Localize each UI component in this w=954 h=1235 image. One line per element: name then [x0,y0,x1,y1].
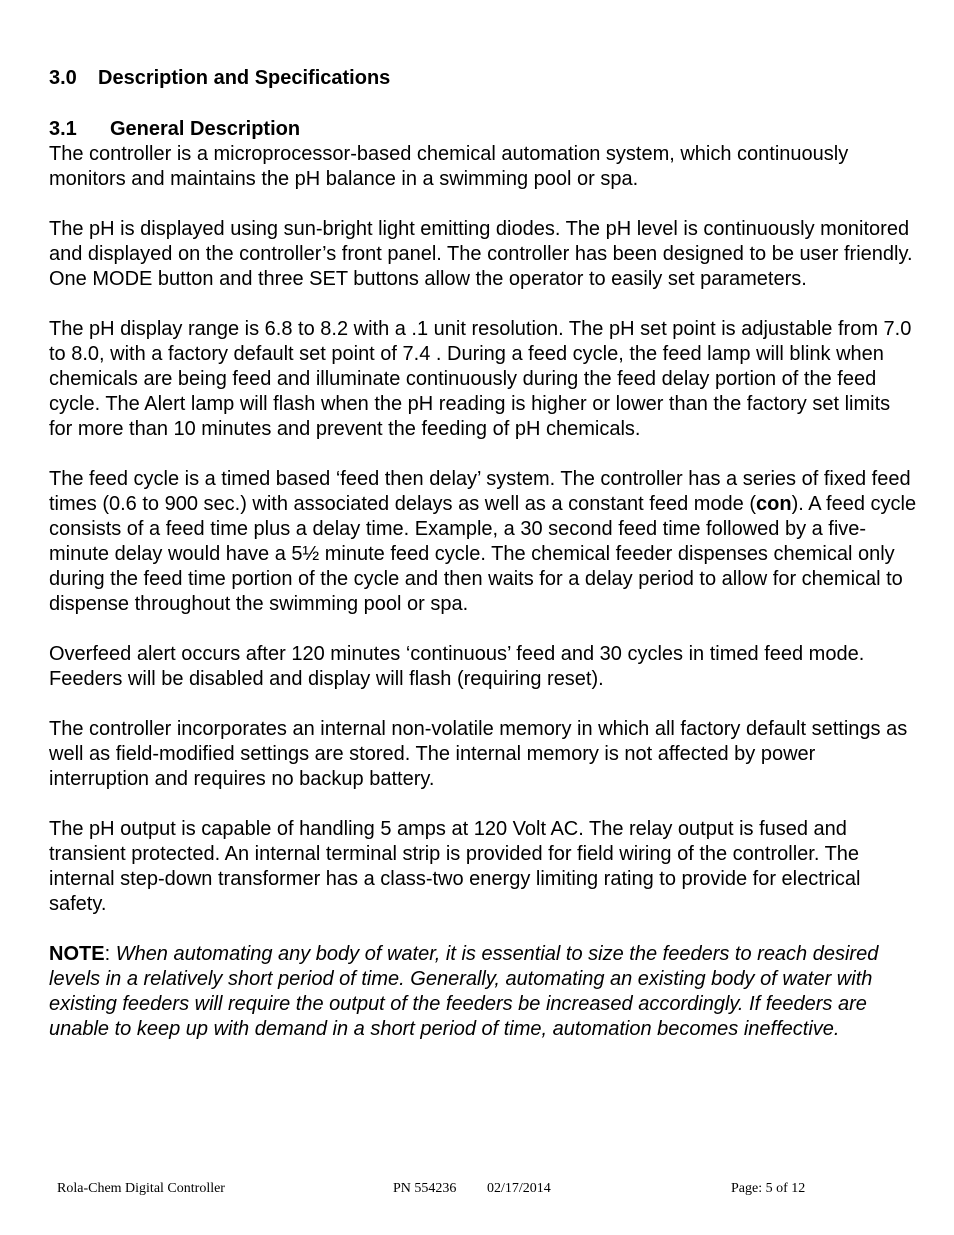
subsection-number: 3.1 [49,118,77,140]
subsection-title: General Description [110,118,301,140]
feed-text-after: ). A feed cycle consists of a feed time plus a delay time. Example, a 30 second feed time followed by a five-minute delay would have a 5½ minute feed cycle. The chemical feeder dispenses chemical only during the feed time portion of the cycle and then waits for a delay period to allow for chemical to dispense throughout the swimming pool or spa. [49,493,917,615]
section-title: Description and Specifications [98,67,391,89]
paragraph-feed-cycle [49,467,919,617]
document-body [49,66,919,1067]
note-colon: : [104,943,116,965]
feed-text-before: The feed cycle is a timed based ‘feed then delay’ system. The controller has a series of fixed feed times (0.6 to 900 sec.) with associated delays as well as a constant feed mode ( [49,468,911,515]
feed-mode-con: con [756,493,792,515]
note-paragraph [49,942,919,1042]
footer-part-number: PN 554236 [393,1181,457,1196]
note-label: NOTE [49,943,105,965]
page-footer [0,1181,954,1201]
paragraph-overfeed: Overfeed alert occurs after 120 minutes ‘continuous’ feed and 30 cycles in timed feed mode. Feeders will be disabled and display will flash (requiring reset). [49,643,865,690]
paragraph-display: The pH is displayed using sun-bright light emitting diodes. The pH level is continuously monitored and displayed on the controller’s front panel. The controller has been designed to be user friendly. One MODE button and three SET buttons allow the operator to easily set parameters. [49,218,913,290]
footer-date: 02/17/2014 [487,1181,551,1196]
paragraph-memory: The controller incorporates an internal non-volatile memory in which all factory default settings as well as field-modified settings are stored. The internal memory is not affected by power interruption and requires no backup battery. [49,718,908,790]
section-number: 3.0 [49,67,77,89]
footer-product: Rola-Chem Digital Controller [57,1181,225,1196]
subsection-heading [49,117,919,142]
footer-page-number: Page: 5 of 12 [731,1181,806,1196]
paragraph-overview: The controller is a microprocessor-based chemical automation system, which continuously monitors and maintains the pH balance in a swimming pool or spa. [49,143,849,190]
paragraph-range: The pH display range is 6.8 to 8.2 with a .1 unit resolution. The pH set point is adjustable from 7.0 to 8.0, with a factory default set point of 7.4 . During a feed cycle, the feed lamp will blink when chemicals are being feed and illuminate continuously during the feed delay portion of the feed cycle. The Alert lamp will flash when the pH reading is higher or lower than the factory set limits for more than 10 minutes and prevent the feeding of pH chemicals. [49,318,912,440]
note-text: When automating any body of water, it is essential to size the feeders to reach desired levels in a relatively short period of time. Generally, automating an existing body of water with existing feeders will require the output of the feeders be increased accordingly. If feeders are unable to keep up with demand in a short period of time, automation becomes ineffective. [49,943,879,1040]
paragraph-output: The pH output is capable of handling 5 amps at 120 Volt AC. The relay output is fused and transient protected. An internal terminal strip is provided for field wiring of the controller. The internal step-down transformer has a class-two energy limiting rating to provide for electrical safety. [49,818,861,915]
section-heading [49,66,919,91]
